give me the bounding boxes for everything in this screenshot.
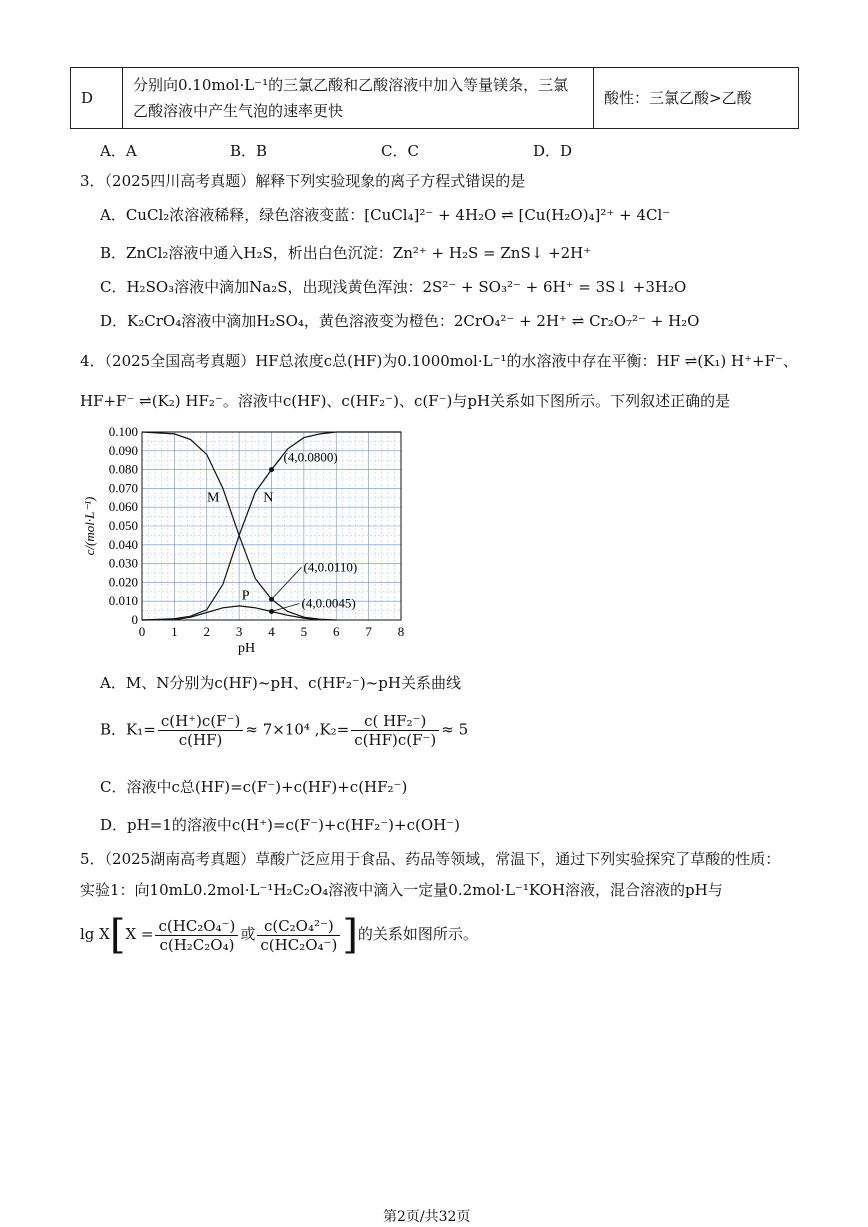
q5-stem: 5．（2025湖南高考真题）草酸广泛应用于食品、药品等领域，常温下，通过下列实验探究了草酸的性质：	[80, 850, 781, 868]
x-axis-label: pH	[237, 641, 256, 656]
curve-label-P: P	[241, 588, 250, 604]
curve-label-M: M	[206, 490, 220, 506]
row-experiment: 分别向0.10mol·L⁻¹的三氯乙酸和乙酸溶液中加入等量镁条，三氯乙酸溶液中产生气泡的速率更快	[123, 68, 594, 129]
y-tick-label: 0.080	[108, 461, 138, 477]
annotation-label: (4,0.0110)	[303, 559, 358, 575]
q4-stem-line1: 4．（2025全国高考真题）HF总浓度c总(HF)为0.1000mol·L⁻¹的水溶液中存在平衡：HF ⇌(K₁) H⁺+F⁻、	[80, 352, 798, 370]
q4-stem-line2: HF+F⁻ ⇌(K₂) HF₂⁻。溶液中c(HF)、c(HF₂⁻)、c(F⁻)与pH关系如下图所示。下列叙述正确的是	[80, 392, 731, 410]
k1-denominator: c(HF)	[178, 731, 223, 749]
q4-option-a: A．M、N分别为c(HF)~pH、c(HF₂⁻)~pH关系曲线	[100, 674, 461, 692]
q3-option-c: C．H₂SO₃溶液中滴加Na₂S，出现浅黄色浑浊：2S²⁻ + SO₃²⁻ + 6H⁺ = 3S↓ +3H₂O	[100, 278, 687, 296]
x-tick-label: 2	[203, 624, 210, 639]
table-row	[71, 68, 799, 129]
y-tick-label: 0.020	[108, 574, 138, 590]
q5-formula-line	[80, 912, 478, 958]
k1-fraction	[158, 712, 244, 749]
x-tick-label: 7	[365, 624, 372, 639]
page-number: 第2页/共32页	[383, 1209, 471, 1225]
annotation-label: (4,0.0045)	[301, 595, 356, 611]
q4-b-prefix: B．K₁=	[100, 720, 156, 739]
q4-option-b	[100, 712, 468, 749]
or-text: 或	[240, 925, 256, 943]
k2-denominator: c(HF)c(F⁻)	[354, 731, 437, 749]
q4-option-c: C．溶液中c总(HF)=c(F⁻)+c(HF)+c(HF₂⁻)	[100, 778, 408, 796]
x-tick-label: 4	[268, 624, 275, 639]
q5-tail: 的关系如图所示。	[357, 925, 478, 943]
k2-fraction	[351, 712, 439, 749]
ratio-2-denominator: c(HC₂O₄⁻)	[260, 935, 338, 954]
y-tick-label: 0.100	[108, 424, 138, 439]
x-tick-label: 5	[300, 624, 308, 639]
annotation-label: (4,0.0800)	[283, 449, 338, 465]
y-tick-label: 0.070	[108, 480, 138, 496]
x-equals: X =	[125, 925, 154, 943]
concentration-ph-chart	[80, 420, 420, 660]
right-bracket: ]	[342, 912, 358, 958]
q4-option-d: D．pH=1的溶液中c(H⁺)=c(F⁻)+c(HF₂⁻)+c(OH⁻)	[100, 816, 460, 834]
y-tick-label: 0	[131, 612, 138, 627]
q2-option-a: A．A	[100, 142, 137, 160]
ratio-1-denominator: c(H₂C₂O₄)	[159, 935, 235, 954]
q2-option-d: D．D	[533, 142, 573, 160]
k1-numerator: c(H⁺)c(F⁻)	[158, 712, 244, 731]
y-tick-label: 0.050	[108, 518, 138, 533]
y-axis-label: c/(mol·L⁻¹)	[82, 496, 97, 556]
y-tick-label: 0.040	[108, 536, 138, 552]
q4-b-middle: ≈ 7×10⁴ ,K₂=	[245, 720, 350, 739]
q3-stem: 3．（2025四川高考真题）解释下列实验现象的离子方程式错误的是	[80, 172, 526, 190]
ratio-2-numerator: c(C₂O₄²⁻)	[257, 917, 340, 936]
left-bracket: [	[109, 912, 126, 958]
q3-option-d: D．K₂CrO₄溶液中滴加H₂SO₄，黄色溶液变为橙色：2CrO₄²⁻ + 2H⁺ ⇌ Cr₂O₇²⁻ + H₂O	[100, 312, 700, 330]
x-tick-label: 1	[171, 624, 178, 639]
y-tick-label: 0.030	[108, 555, 138, 571]
y-tick-label: 0.010	[108, 593, 138, 609]
answer-table	[70, 67, 799, 129]
curve-label-N: N	[263, 490, 274, 506]
x-tick-label: 8	[397, 624, 405, 639]
q4-b-suffix: ≈ 5	[441, 720, 469, 739]
annotation-leader	[272, 567, 302, 599]
ratio-2-fraction	[257, 917, 340, 954]
y-tick-label: 0.090	[108, 442, 138, 458]
k2-numerator: c( HF₂⁻)	[351, 712, 439, 731]
x-tick-label: 0	[138, 624, 146, 639]
q5-experiment-1: 实验1：向10mL0.2mol·L⁻¹H₂C₂O₄溶液中滴入一定量0.2mol·L⁻¹KOH溶液，混合溶液的pH与	[80, 881, 723, 899]
x-tick-label: 3	[235, 624, 243, 639]
annotation-leader	[272, 458, 282, 470]
row-label: D	[71, 68, 123, 129]
ratio-1-numerator: c(HC₂O₄⁻)	[155, 917, 238, 936]
q2-option-b: B．B	[230, 142, 268, 160]
q3-option-a: A．CuCl₂浓溶液稀释，绿色溶液变蓝：[CuCl₄]²⁻ + 4H₂O ⇌ [Cu(H₂O)₄]²⁺ + 4Cl⁻	[100, 206, 671, 224]
y-tick-label: 0.060	[108, 499, 138, 515]
x-tick-label: 6	[333, 624, 340, 639]
q2-option-c: C．C	[381, 142, 419, 160]
ratio-1-fraction	[155, 917, 238, 954]
lgx-label: lg X	[80, 925, 110, 943]
q3-option-b: B．ZnCl₂溶液中通入H₂S，析出白色沉淀：Zn²⁺ + H₂S = ZnS↓ +2H⁺	[100, 244, 592, 262]
row-conclusion: 酸性：三氯乙酸>乙酸	[594, 68, 799, 129]
